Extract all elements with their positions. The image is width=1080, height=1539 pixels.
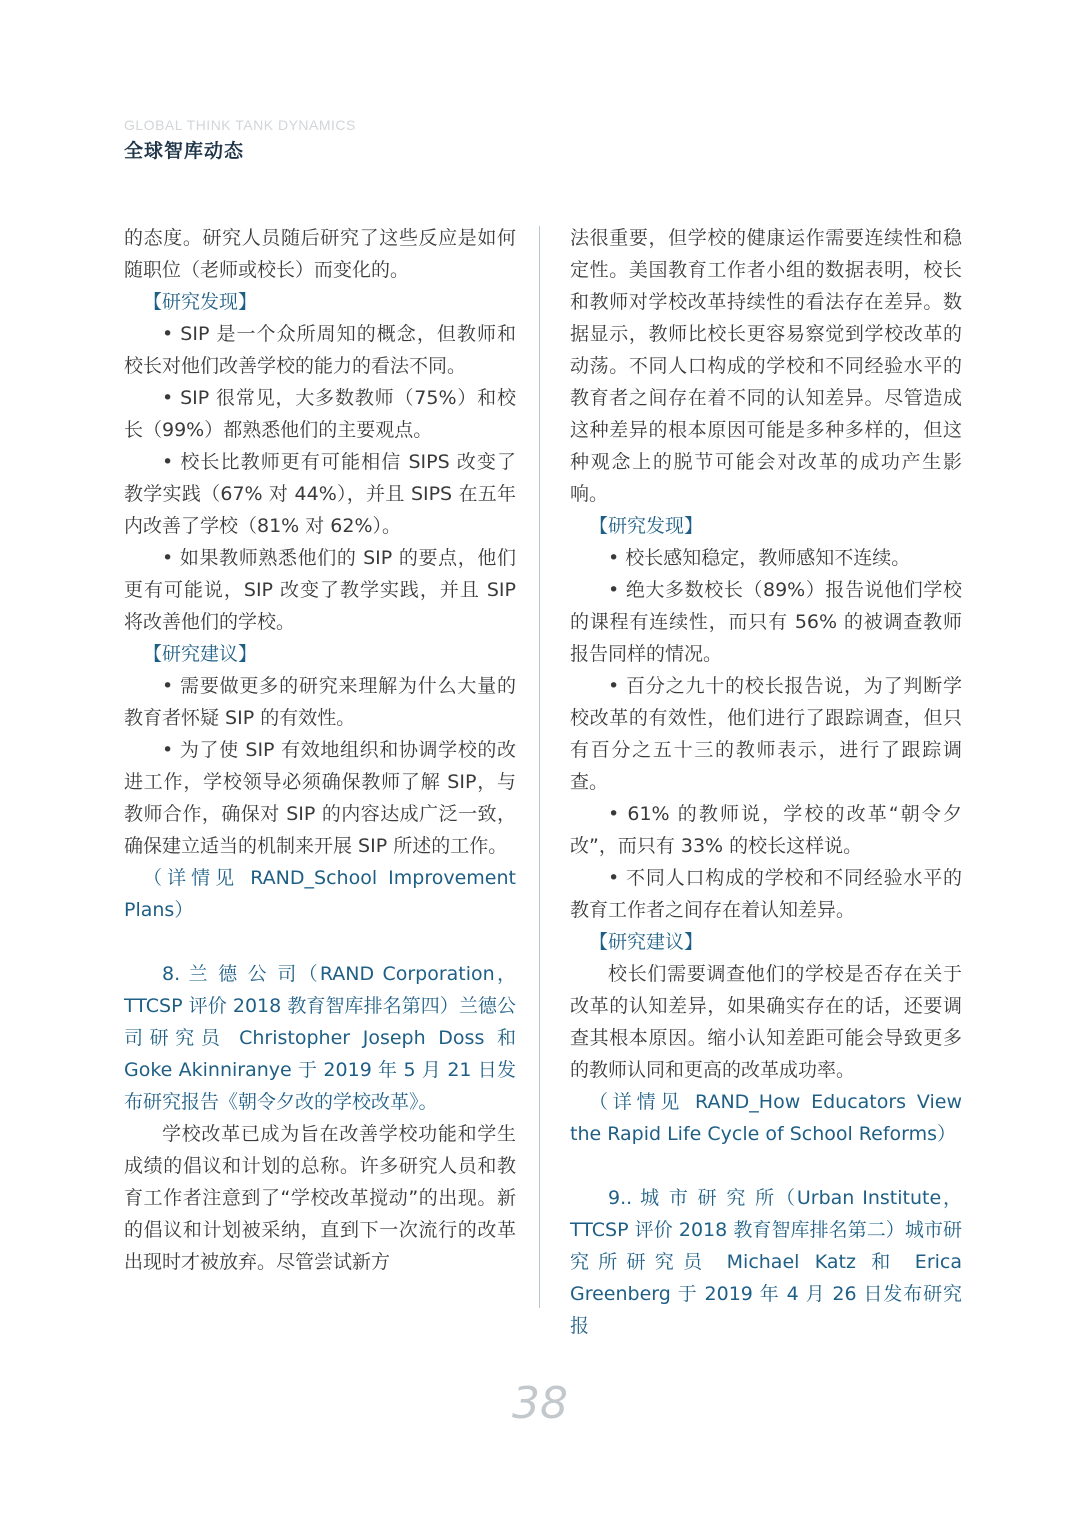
left-paragraph-2: 学校改革已成为旨在改善学校功能和学生成绩的倡议和计划的总称。许多研究人员和教育工作者注意到了“学校改革搅动”的出现。新的倡议和计划被采纳，直到下一次流行的改革出现时才被放弃。尽管尝试新方 bbox=[124, 1123, 516, 1273]
right-recommendation-1: 校长们需要调查他们的学校是否存在关于改革的认知差异，如果确实存在的话，还要调查其根本原因。缩小认知差距可能会导致更多的教师认同和更高的改革成功率。 bbox=[570, 963, 962, 1081]
right-finding-2: • 绝大多数校长（89%）报告说他们学校的课程有连续性，而只有 56% 的被调查教师报告同样的情况。 bbox=[570, 579, 962, 665]
right-finding-1: • 校长感知稳定，教师感知不连续。 bbox=[608, 547, 911, 569]
right-finding-3: • 百分之九十的校长报告说，为了判断学校改革的有效性，他们进行了跟踪调查，但只有百分之五十三的教师表示，进行了跟踪调查。 bbox=[570, 675, 962, 793]
right-reference-link[interactable]: （详情见 RAND_How Educators View the Rapid Life Cycle of School Reforms） bbox=[570, 1091, 962, 1145]
right-paragraph-1: 法很重要，但学校的健康运作需要连续性和稳定性。美国教育工作者小组的数据表明，校长和教师对学校改革持续性的看法存在差异。数据显示，教师比校长更容易察觉到学校改革的动荡。不同人口构成的学校和不同经验水平的教育者之间存在着不同的认知差异。尽管造成这种差异的根本原因可能是多种多样的，但这种观念上的脱节可能会对改革的成功产生影响。 bbox=[570, 227, 962, 505]
header-english-title: GLOBAL THINK TANK DYNAMICS bbox=[124, 117, 356, 133]
left-finding-4: • 如果教师熟悉他们的 SIP 的要点，他们更有可能说，SIP 改变了教学实践，并且 SIP 将改善他们的学校。 bbox=[124, 547, 516, 633]
left-reference-link[interactable]: （详情见 RAND_School Improvement Plans） bbox=[124, 867, 516, 921]
right-heading-recommendations: 【研究建议】 bbox=[589, 931, 704, 953]
left-recommendation-2: • 为了使 SIP 有效地组织和协调学校的改进工作，学校领导必须确保教师了解 SIP，与教师合作，确保对 SIP 的内容达成广泛一致，确保建立适当的机制来开展 SIP 所述的工作。 bbox=[124, 739, 516, 857]
left-finding-1: • SIP 是一个众所周知的概念，但教师和校长对他们改善学校的能力的看法不同。 bbox=[124, 323, 516, 377]
right-heading-findings: 【研究发现】 bbox=[589, 515, 704, 537]
left-column bbox=[124, 222, 516, 1278]
left-paragraph-1: 的态度。研究人员随后研究了这些反应是如何随职位（老师或校长）而变化的。 bbox=[124, 227, 516, 281]
right-finding-4: • 61% 的教师说，学校的改革“朝令夕改”，而只有 33% 的校长这样说。 bbox=[570, 803, 962, 857]
column-divider bbox=[539, 226, 540, 1308]
right-finding-5: • 不同人口构成的学校和不同经验水平的教育工作者之间存在着认知差异。 bbox=[570, 867, 962, 921]
left-heading-findings: 【研究发现】 bbox=[143, 291, 258, 313]
page-number: 38 bbox=[512, 1378, 568, 1429]
item-8-rand: 8. 兰 德 公 司（RAND Corporation，TTCSP 评价 2018 教育智库排名第四）兰德公司研究员 Christopher Joseph Doss 和 Goke Akinniranye 于 2019 年 5 月 21 日发布研究报告《朝令夕改的学校改革》。 bbox=[124, 963, 516, 1113]
left-recommendation-1: • 需要做更多的研究来理解为什么大量的教育者怀疑 SIP 的有效性。 bbox=[124, 675, 516, 729]
left-finding-3: • 校长比教师更有可能相信 SIPS 改变了教学实践（67% 对 44%），并且 SIPS 在五年内改善了学校（81% 对 62%）。 bbox=[124, 451, 516, 537]
left-heading-recommendations: 【研究建议】 bbox=[143, 643, 258, 665]
left-finding-2: • SIP 很常见，大多数教师（75%）和校长（99%）都熟悉他们的主要观点。 bbox=[124, 387, 516, 441]
item-9-urban-institute: 9.. 城 市 研 究 所（Urban Institute，TTCSP 评价 2018 教育智库排名第二）城市研究所研究员 Michael Katz 和 Erica Greenberg 于 2019 年 4 月 26 日发布研究报 bbox=[570, 1187, 962, 1337]
right-column bbox=[570, 222, 962, 1342]
header-chinese-title: 全球智库动态 bbox=[124, 140, 245, 162]
